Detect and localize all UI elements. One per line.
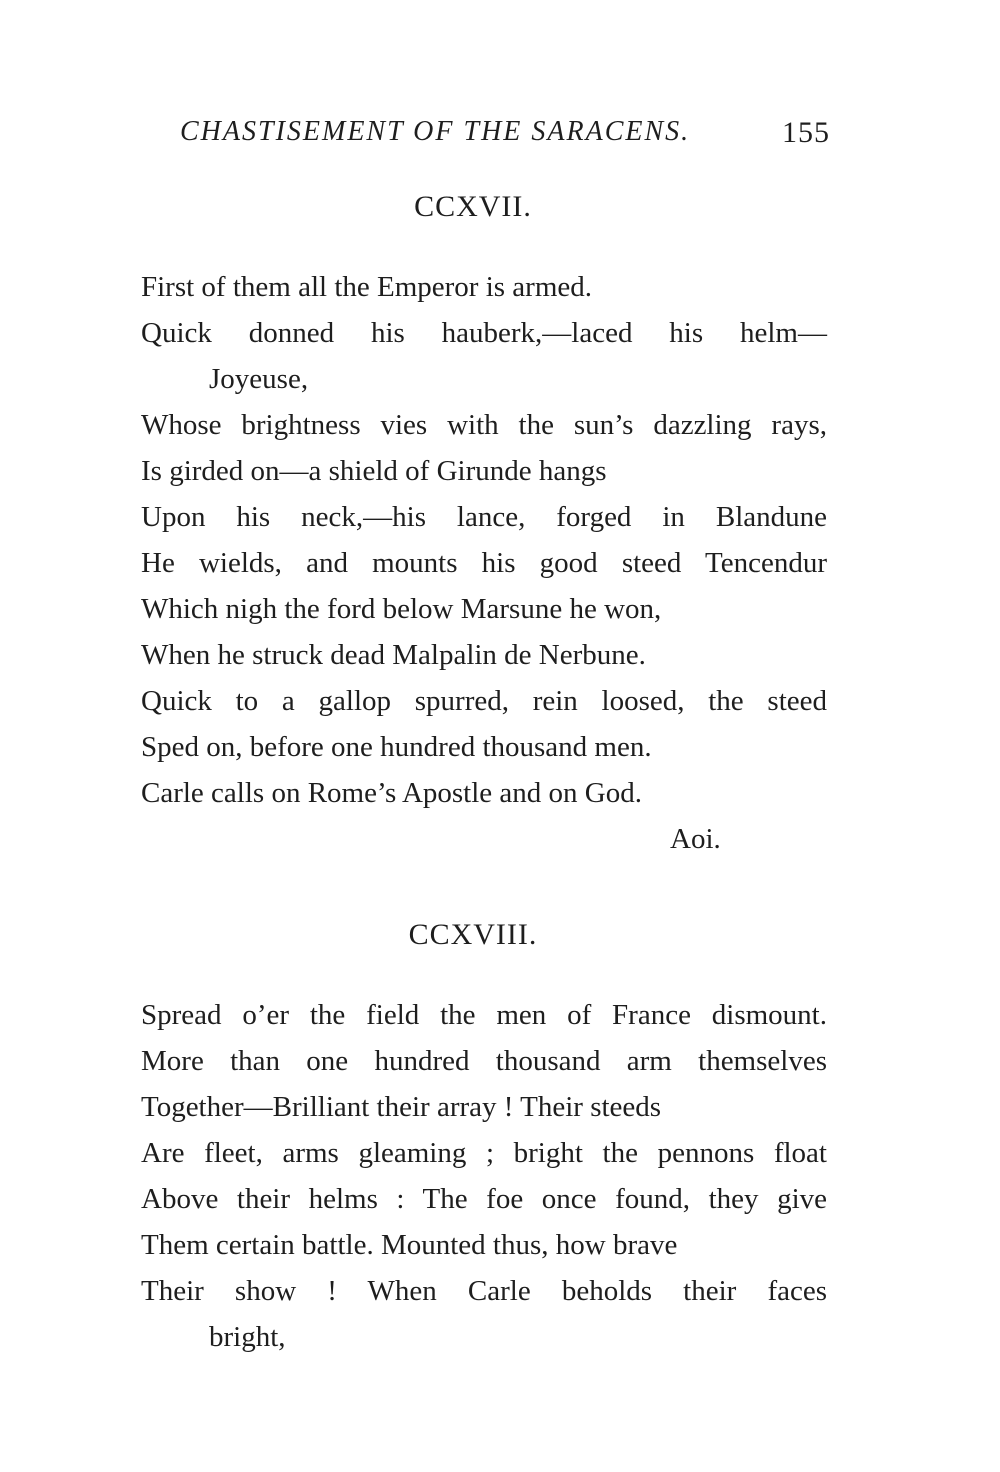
verse-line: Them certain battle. Mounted thus, how brave xyxy=(141,1229,678,1261)
aoi-refrain: Aoi. xyxy=(670,823,721,855)
verse-line: Quick donned his hauberk,—laced his helm— xyxy=(141,317,827,349)
verse-line: Their show ! When Carle beholds their faces xyxy=(141,1275,827,1307)
verse-line: Spread o’er the field the men of France dismount. xyxy=(141,999,827,1031)
verse-line: More than one hundred thousand arm themselves xyxy=(141,1045,827,1077)
stanza-number: CCXVII. xyxy=(414,190,532,223)
verse-line-continuation: bright, xyxy=(209,1321,286,1353)
verse-line: When he struck dead Malpalin de Nerbune. xyxy=(141,639,646,671)
verse-line: Carle calls on Rome’s Apostle and on God. xyxy=(141,777,642,809)
page-number: 155 xyxy=(782,116,830,149)
verse-line-continuation: Joyeuse, xyxy=(209,363,309,395)
verse-line: He wields, and mounts his good steed Tencendur xyxy=(141,547,827,579)
verse-line: Upon his neck,—his lance, forged in Blandune xyxy=(141,501,827,533)
stanza-verse xyxy=(141,992,841,1360)
verse-line: Are fleet, arms gleaming ; bright the pennons float xyxy=(141,1137,827,1169)
verse-line: Which nigh the ford below Marsune he won, xyxy=(141,593,662,625)
running-head xyxy=(180,116,830,156)
stanza-verse xyxy=(141,264,841,862)
verse-line: Whose brightness vies with the sun’s dazzling rays, xyxy=(141,409,827,441)
verse-line: Quick to a gallop spurred, rein loosed, the steed xyxy=(141,685,827,717)
verse-line: Is girded on—a shield of Girunde hangs xyxy=(141,455,607,487)
verse-line: Above their helms : The foe once found, they give xyxy=(141,1183,827,1215)
verse-line: First of them all the Emperor is armed. xyxy=(141,271,593,303)
stanza-number: CCXVIII. xyxy=(408,918,538,951)
verse-line: Sped on, before one hundred thousand men. xyxy=(141,731,652,763)
running-title: CHASTISEMENT OF THE SARACENS. xyxy=(180,116,691,147)
verse-line: Together—Brilliant their array ! Their steeds xyxy=(141,1091,662,1123)
